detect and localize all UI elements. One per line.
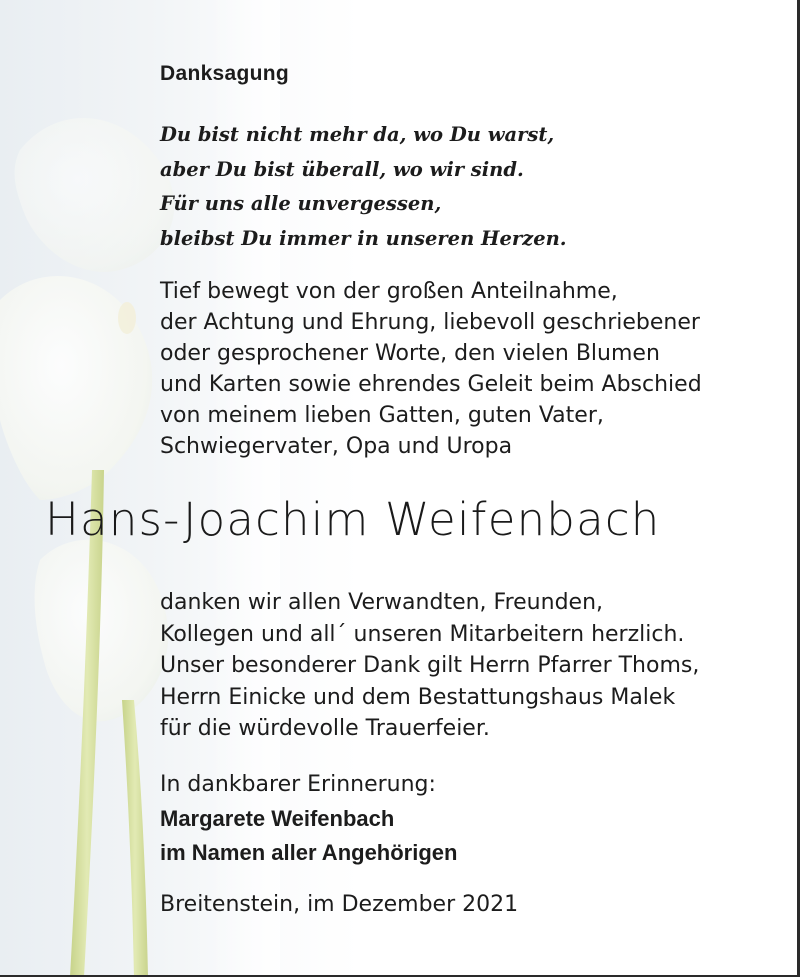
thanks-line: für die würdevolle Trauerfeier. <box>160 716 490 741</box>
intro-line: der Achtung und Ehrung, liebevoll geschriebener <box>160 310 700 335</box>
deceased-name: Hans-Joachim Weifenbach <box>45 493 661 546</box>
signature-name: Margarete Weifenbach <box>160 806 395 831</box>
place-date: Breitenstein, im Dezember 2021 <box>160 892 519 917</box>
poem-line: bleibst Du immer in unseren Herzen. <box>160 226 567 250</box>
poem <box>160 118 567 256</box>
thanks-line: Kollegen und all´ unseren Mitarbeitern herzlich. <box>160 621 685 647</box>
thanks-line: Herrn Einicke und dem Bestattungshaus Malek <box>160 684 676 710</box>
poem-line: aber Du bist überall, wo wir sind. <box>160 157 524 181</box>
signature-family: im Namen aller Angehörigen <box>160 840 458 865</box>
intro-paragraph <box>160 276 702 462</box>
intro-line: oder gesprochener Worte, den vielen Blumen <box>160 341 660 366</box>
poem-line: Für uns alle unvergessen, <box>160 192 442 215</box>
signature-block <box>160 768 457 870</box>
heading-danksagung: Danksagung <box>160 62 290 85</box>
intro-line: Tief bewegt von der großen Anteilnahme, <box>160 279 618 304</box>
thanks-line: danken wir allen Verwandten, Freunden, <box>160 590 604 615</box>
intro-line: von meinem lieben Gatten, guten Vater, <box>160 403 604 428</box>
signature-line: In dankbarer Erinnerung: <box>160 772 436 797</box>
intro-line: Schwiegervater, Opa und Uropa <box>160 434 513 459</box>
intro-line: und Karten sowie ehrendes Geleit beim Abschied <box>160 372 702 397</box>
thanks-line: Unser besonderer Dank gilt Herrn Pfarrer Thoms, <box>160 653 700 678</box>
thanks-paragraph <box>160 587 699 745</box>
poem-line: Du bist nicht mehr da, wo Du warst, <box>160 123 555 146</box>
